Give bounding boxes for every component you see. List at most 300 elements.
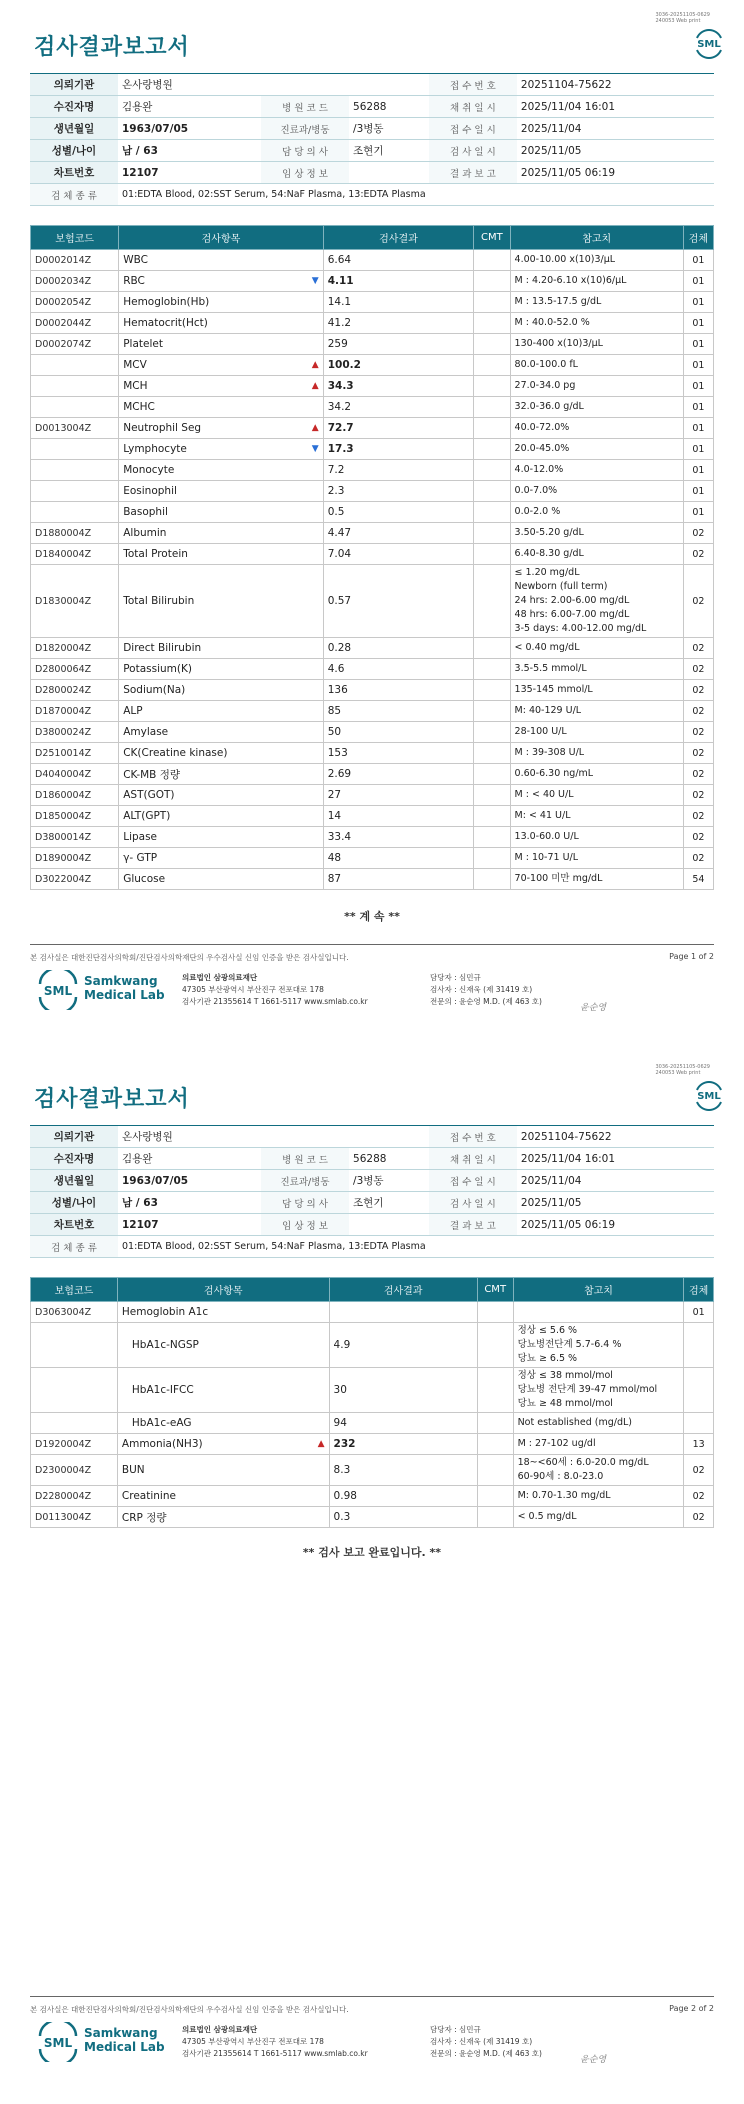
reference-range: 0.0-7.0% xyxy=(510,481,683,502)
test-item xyxy=(119,544,323,565)
result-row xyxy=(31,806,714,827)
label-sex-age: 성별/나이 xyxy=(30,1192,118,1214)
value-birthdate: 1963/07/05 xyxy=(118,1170,261,1192)
arrow-up-icon: ▲ xyxy=(317,1439,325,1449)
comment-cell xyxy=(474,743,510,764)
test-item-label: Glucose xyxy=(123,873,166,885)
result-value: 7.2 xyxy=(323,460,474,481)
result-row xyxy=(31,1486,714,1507)
specimen-code: 02 xyxy=(684,1455,714,1486)
specimen-code: 01 xyxy=(683,334,713,355)
comment-cell xyxy=(474,806,510,827)
col-specimen: 검체 xyxy=(683,226,713,250)
page-number: Page 2 of 2 xyxy=(669,2004,714,2013)
label-patient-name: 수진자명 xyxy=(30,96,118,118)
footer-logo xyxy=(36,970,166,1010)
test-item-label: Creatinine xyxy=(121,1490,176,1502)
test-item-label: Monocyte xyxy=(123,464,175,476)
reference-range: M: 0.70-1.30 mg/dL xyxy=(513,1486,684,1507)
value-receipt-date: 2025/11/04 xyxy=(517,118,714,140)
result-value: 0.5 xyxy=(323,502,474,523)
test-item-label: ALT(GPT) xyxy=(123,810,171,822)
test-item xyxy=(119,292,323,313)
result-row xyxy=(31,785,714,806)
result-row xyxy=(31,418,714,439)
insurance-code: D0002034Z xyxy=(31,271,119,292)
comment-cell xyxy=(474,376,510,397)
report-page-2 xyxy=(0,1052,744,2104)
comment-cell xyxy=(474,785,510,806)
test-item xyxy=(119,271,323,292)
specimen-code: 01 xyxy=(683,292,713,313)
comment-cell xyxy=(474,250,510,271)
specimen-code: 01 xyxy=(683,313,713,334)
reference-range: 70-100 미만 mg/dL xyxy=(510,869,683,890)
reference-range: 80.0-100.0 fL xyxy=(510,355,683,376)
label-receipt-date: 접 수 일 시 xyxy=(429,1170,517,1192)
insurance-code: D1840004Z xyxy=(31,544,119,565)
result-row xyxy=(31,848,714,869)
comment-cell xyxy=(474,397,510,418)
test-item xyxy=(119,418,323,439)
insurance-code xyxy=(31,376,119,397)
test-item-label: Ammonia(NH3) xyxy=(121,1438,203,1450)
specimen-code: 01 xyxy=(683,502,713,523)
signature-image: 윤순영 xyxy=(580,2055,607,2065)
insurance-code: D2800064Z xyxy=(31,659,119,680)
specimen-code: 01 xyxy=(684,1302,714,1323)
result-value: 14 xyxy=(323,806,474,827)
value-department: /3병동 xyxy=(349,1170,429,1192)
test-item-label: Lipase xyxy=(123,831,158,843)
svg-text:SML: SML xyxy=(43,984,73,998)
test-item xyxy=(117,1455,329,1486)
label-patient-name: 수진자명 xyxy=(30,1148,118,1170)
insurance-code: D3063004Z xyxy=(31,1302,118,1323)
value-institution: 온사랑병원 xyxy=(118,74,429,96)
specimen-code: 01 xyxy=(683,355,713,376)
value-hospital-code: 56288 xyxy=(349,1148,429,1170)
result-value: 41.2 xyxy=(323,313,474,334)
test-item-label: Platelet xyxy=(123,338,163,350)
result-row xyxy=(31,722,714,743)
result-value: 153 xyxy=(323,743,474,764)
reference-range: 0.60-6.30 ng/mL xyxy=(510,764,683,785)
footer-note: 본 검사실은 대한진단검사의학회/진단검사의학재단의 우수검사실 신임 인증을 받은 검사실입니다. xyxy=(30,2005,349,2014)
test-item xyxy=(117,1434,329,1455)
value-sex-age: 남 / 63 xyxy=(118,1192,261,1214)
test-item-label: CRP 정량 xyxy=(121,1511,167,1524)
reference-range: ≤ 1.20 mg/dL Newborn (full term) 24 hrs: 2.00-6.00 mg/dL 48 hrs: 6.00-7.00 mg/dL 3-5 days: 4.00-12.00 mg/dL xyxy=(510,565,683,638)
specimen-code: 02 xyxy=(683,722,713,743)
reference-range: 3.5-5.5 mmol/L xyxy=(510,659,683,680)
label-birthdate: 생년월일 xyxy=(30,1170,118,1192)
reference-range: 28-100 U/L xyxy=(510,722,683,743)
patient-info-table xyxy=(30,1125,714,1258)
test-item-label: Sodium(Na) xyxy=(123,684,186,696)
svg-text:SML: SML xyxy=(697,1091,721,1102)
result-row xyxy=(31,1455,714,1486)
specimen-code: 02 xyxy=(683,680,713,701)
specimen-code xyxy=(684,1413,714,1434)
col-result: 검사결과 xyxy=(323,226,474,250)
test-item xyxy=(119,376,323,397)
label-report-time: 결 과 보 고 xyxy=(429,1214,517,1236)
result-value: 34.2 xyxy=(323,397,474,418)
specimen-code: 01 xyxy=(683,397,713,418)
reference-range: Not established (mg/dL) xyxy=(513,1413,684,1434)
value-clinical-info xyxy=(349,162,429,184)
signature-image: 윤순영 xyxy=(580,1003,607,1013)
sml-logo-icon xyxy=(36,2022,80,2062)
test-item xyxy=(119,460,323,481)
test-item xyxy=(119,481,323,502)
reference-range: M : 39-308 U/L xyxy=(510,743,683,764)
insurance-code: D1890004Z xyxy=(31,848,119,869)
sml-logo-icon xyxy=(692,1078,726,1112)
result-value: 4.47 xyxy=(323,523,474,544)
specimen-code: 02 xyxy=(684,1486,714,1507)
insurance-code: D2300004Z xyxy=(31,1455,118,1486)
reference-range: 135-145 mmol/L xyxy=(510,680,683,701)
org-info: 의료법인 삼광의료재단 47305 부산광역시 부산진구 전포대로 178 검사기관 21355614 T 1661-5117 www.smlab.co.kr xyxy=(182,2025,368,2058)
label-test-date: 검 사 일 시 xyxy=(429,140,517,162)
result-row xyxy=(31,376,714,397)
arrow-up-icon: ▲ xyxy=(311,360,319,370)
label-report-time: 결 과 보 고 xyxy=(429,162,517,184)
insurance-code xyxy=(31,1413,118,1434)
specimen-code xyxy=(684,1323,714,1368)
comment-cell xyxy=(474,418,510,439)
reference-range: M: < 41 U/L xyxy=(510,806,683,827)
result-value: 94 xyxy=(329,1413,477,1434)
test-item xyxy=(119,502,323,523)
result-value: 50 xyxy=(323,722,474,743)
test-item xyxy=(119,764,323,785)
sml-logo-icon xyxy=(36,970,80,1010)
test-item xyxy=(117,1486,329,1507)
result-value: 4.9 xyxy=(329,1323,477,1368)
reference-range: 20.0-45.0% xyxy=(510,439,683,460)
result-value: 4.11 xyxy=(323,271,474,292)
result-value: 0.28 xyxy=(323,638,474,659)
value-clinical-info xyxy=(349,1214,429,1236)
label-clinical-info: 임 상 정 보 xyxy=(261,162,349,184)
test-item-label: MCH xyxy=(123,380,148,392)
result-row xyxy=(31,1302,714,1323)
arrow-down-icon: ▼ xyxy=(311,444,319,454)
reference-range: M : 40.0-52.0 % xyxy=(510,313,683,334)
comment-cell xyxy=(474,502,510,523)
reference-range: 130-400 x(10)3/μL xyxy=(510,334,683,355)
comment-cell xyxy=(477,1486,513,1507)
result-row xyxy=(31,638,714,659)
results-table xyxy=(30,1277,714,1528)
reference-range: 27.0-34.0 pg xyxy=(510,376,683,397)
test-item xyxy=(119,523,323,544)
label-specimen: 검 체 종 류 xyxy=(30,184,118,206)
result-value: 33.4 xyxy=(323,827,474,848)
insurance-code: D1880004Z xyxy=(31,523,119,544)
comment-cell xyxy=(474,292,510,313)
insurance-code: D0013004Z xyxy=(31,418,119,439)
reference-range: M : 13.5-17.5 g/dL xyxy=(510,292,683,313)
insurance-code xyxy=(31,355,119,376)
comment-cell xyxy=(474,313,510,334)
reference-range: 4.00-10.00 x(10)3/μL xyxy=(510,250,683,271)
staff-info: 담당자 : 심민규 검사자 : 신재욱 (제 31419 호) 전문의 : 윤순영 M.D. (제 463 호) xyxy=(430,2025,542,2058)
comment-cell xyxy=(474,848,510,869)
test-item-label: RBC xyxy=(123,275,145,287)
test-item-label: WBC xyxy=(123,254,148,266)
result-row xyxy=(31,701,714,722)
result-row xyxy=(31,502,714,523)
result-row xyxy=(31,1507,714,1528)
value-chart-no: 12107 xyxy=(118,1214,261,1236)
test-item xyxy=(119,785,323,806)
insurance-code: D1850004Z xyxy=(31,806,119,827)
insurance-code xyxy=(31,1323,118,1368)
insurance-code: D0113004Z xyxy=(31,1507,118,1528)
reference-range: M : 10-71 U/L xyxy=(510,848,683,869)
arrow-down-icon: ▼ xyxy=(311,276,319,286)
reference-range: M : 4.20-6.10 x(10)6/μL xyxy=(510,271,683,292)
test-item xyxy=(119,701,323,722)
patient-info-table xyxy=(30,73,714,206)
reference-range: < 0.40 mg/dL xyxy=(510,638,683,659)
col-cmt: CMT xyxy=(474,226,510,250)
comment-cell xyxy=(474,271,510,292)
test-item xyxy=(117,1323,329,1368)
reference-range: 정상 ≤ 38 mmol/mol 당뇨병 전단계 39-47 mmol/mol 당뇨 ≥ 48 mmol/mol xyxy=(513,1368,684,1413)
result-row xyxy=(31,355,714,376)
col-specimen: 검체 xyxy=(684,1278,714,1302)
reference-range: 6.40-8.30 g/dL xyxy=(510,544,683,565)
comment-cell xyxy=(474,827,510,848)
result-row xyxy=(31,869,714,890)
insurance-code: D0002014Z xyxy=(31,250,119,271)
result-value: 48 xyxy=(323,848,474,869)
reference-range: 정상 ≤ 5.6 % 당뇨병전단계 5.7-6.4 % 당뇨 ≥ 6.5 % xyxy=(513,1323,684,1368)
result-value: 0.57 xyxy=(323,565,474,638)
insurance-code xyxy=(31,1368,118,1413)
insurance-code: D4040004Z xyxy=(31,764,119,785)
footer-divider xyxy=(30,944,714,945)
specimen-code: 02 xyxy=(683,523,713,544)
comment-cell xyxy=(474,544,510,565)
label-hospital-code: 병 원 코 드 xyxy=(261,1148,349,1170)
test-item-label: Neutrophil Seg xyxy=(123,422,202,434)
insurance-code: D2800024Z xyxy=(31,680,119,701)
page-title: 검사결과보고서 xyxy=(34,1087,190,1112)
test-item-label: Hemoglobin(Hb) xyxy=(123,296,210,308)
result-value: 4.6 xyxy=(323,659,474,680)
test-item-label: BUN xyxy=(121,1464,145,1476)
result-row xyxy=(31,764,714,785)
test-item-label: Total Protein xyxy=(123,548,188,560)
value-collection-time: 2025/11/04 16:01 xyxy=(517,1148,714,1170)
brand-line-1: Samkwang xyxy=(84,974,158,988)
result-row xyxy=(31,743,714,764)
value-birthdate: 1963/07/05 xyxy=(118,118,261,140)
result-row xyxy=(31,250,714,271)
test-item xyxy=(119,848,323,869)
value-test-date: 2025/11/05 xyxy=(517,140,714,162)
test-item xyxy=(117,1413,329,1434)
test-item-label: γ- GTP xyxy=(123,852,158,864)
label-collection-time: 채 취 일 시 xyxy=(429,1148,517,1170)
col-code: 보험코드 xyxy=(31,1278,118,1302)
insurance-code: D1830004Z xyxy=(31,565,119,638)
test-item-label: AST(GOT) xyxy=(123,789,175,801)
comment-cell xyxy=(474,638,510,659)
label-receipt-no: 접 수 번 호 xyxy=(429,74,517,96)
brand-line-2: Medical Lab xyxy=(84,2040,165,2054)
comment-cell xyxy=(474,481,510,502)
comment-cell xyxy=(474,764,510,785)
result-value: 2.69 xyxy=(323,764,474,785)
test-item-label: HbA1c-IFCC xyxy=(131,1384,194,1396)
insurance-code: D2280004Z xyxy=(31,1486,118,1507)
comment-cell xyxy=(477,1413,513,1434)
comment-cell xyxy=(474,523,510,544)
insurance-code xyxy=(31,460,119,481)
value-receipt-no: 20251104-75622 xyxy=(517,1126,714,1148)
comment-cell xyxy=(477,1323,513,1368)
value-institution: 온사랑병원 xyxy=(118,1126,429,1148)
test-item-label: CK-MB 정량 xyxy=(123,768,181,781)
page-title: 검사결과보고서 xyxy=(34,35,190,60)
result-row xyxy=(31,565,714,638)
test-item xyxy=(119,638,323,659)
specimen-code: 02 xyxy=(683,848,713,869)
test-item xyxy=(119,806,323,827)
result-row xyxy=(31,1413,714,1434)
result-value: 17.3 xyxy=(323,439,474,460)
insurance-code: D3800014Z xyxy=(31,827,119,848)
col-item: 검사항목 xyxy=(117,1278,329,1302)
result-value: 8.3 xyxy=(329,1455,477,1486)
footer-note: 본 검사실은 대한진단검사의학회/진단검사의학재단의 우수검사실 신임 인증을 받은 검사실입니다. xyxy=(30,953,349,962)
comment-cell xyxy=(477,1434,513,1455)
result-row xyxy=(31,397,714,418)
test-item-label: Hematocrit(Hct) xyxy=(123,317,208,329)
specimen-code: 54 xyxy=(683,869,713,890)
result-row xyxy=(31,271,714,292)
col-item: 검사항목 xyxy=(119,226,323,250)
result-value: 27 xyxy=(323,785,474,806)
specimen-code: 01 xyxy=(683,439,713,460)
test-item xyxy=(119,827,323,848)
value-report-time: 2025/11/05 06:19 xyxy=(517,162,714,184)
col-code: 보험코드 xyxy=(31,226,119,250)
specimen-code: 01 xyxy=(683,418,713,439)
test-item-label: HbA1c-NGSP xyxy=(131,1339,199,1351)
specimen-code: 02 xyxy=(683,827,713,848)
result-value xyxy=(329,1302,477,1323)
insurance-code: D3022004Z xyxy=(31,869,119,890)
comment-cell xyxy=(474,460,510,481)
insurance-code: D0002044Z xyxy=(31,313,119,334)
result-value: 0.3 xyxy=(329,1507,477,1528)
specimen-code: 13 xyxy=(684,1434,714,1455)
test-item-label: MCHC xyxy=(123,401,155,413)
value-patient-name: 김용완 xyxy=(118,1148,261,1170)
value-receipt-no: 20251104-75622 xyxy=(517,74,714,96)
value-doctor: 조현기 xyxy=(349,1192,429,1214)
result-value: 72.7 xyxy=(323,418,474,439)
result-row xyxy=(31,523,714,544)
reference-range: 13.0-60.0 U/L xyxy=(510,827,683,848)
specimen-code: 02 xyxy=(683,565,713,638)
insurance-code: D1860004Z xyxy=(31,785,119,806)
label-doctor: 담 당 의 사 xyxy=(261,1192,349,1214)
comment-cell xyxy=(474,869,510,890)
comment-cell xyxy=(474,334,510,355)
label-chart-no: 차트번호 xyxy=(30,162,118,184)
comment-cell xyxy=(474,659,510,680)
label-department: 진료과/병동 xyxy=(261,118,349,140)
insurance-code: D0002054Z xyxy=(31,292,119,313)
value-specimen: 01:EDTA Blood, 02:SST Serum, 54:NaF Plasma, 13:EDTA Plasma xyxy=(118,1236,714,1258)
comment-cell xyxy=(474,680,510,701)
col-reference: 참고치 xyxy=(513,1278,684,1302)
reference-range: < 0.5 mg/dL xyxy=(513,1507,684,1528)
test-item xyxy=(119,565,323,638)
insurance-code xyxy=(31,397,119,418)
insurance-code: D1870004Z xyxy=(31,701,119,722)
value-test-date: 2025/11/05 xyxy=(517,1192,714,1214)
comment-cell xyxy=(474,355,510,376)
label-department: 진료과/병동 xyxy=(261,1170,349,1192)
result-row xyxy=(31,544,714,565)
test-item-label: HbA1c-eAG xyxy=(131,1417,192,1429)
col-result: 검사결과 xyxy=(329,1278,477,1302)
test-item xyxy=(119,313,323,334)
comment-cell xyxy=(474,722,510,743)
comment-cell xyxy=(474,565,510,638)
comment-cell xyxy=(477,1507,513,1528)
test-item xyxy=(119,250,323,271)
arrow-up-icon: ▲ xyxy=(311,423,319,433)
result-row xyxy=(31,1323,714,1368)
result-row xyxy=(31,292,714,313)
reference-range xyxy=(513,1302,684,1323)
specimen-code: 02 xyxy=(683,785,713,806)
test-item xyxy=(117,1507,329,1528)
reference-range: 0.0-2.0 % xyxy=(510,502,683,523)
result-value: 30 xyxy=(329,1368,477,1413)
label-chart-no: 차트번호 xyxy=(30,1214,118,1236)
specimen-code: 01 xyxy=(683,460,713,481)
test-item-label: MCV xyxy=(123,359,147,371)
specimen-code: 02 xyxy=(683,701,713,722)
value-doctor: 조현기 xyxy=(349,140,429,162)
reference-range: 4.0-12.0% xyxy=(510,460,683,481)
results-table xyxy=(30,225,714,890)
doc-stamp: 3036-20251105-0629 240053 Web print xyxy=(655,1064,710,1076)
result-value: 34.3 xyxy=(323,376,474,397)
test-item-label: Albumin xyxy=(123,527,167,539)
test-item xyxy=(119,334,323,355)
brand-line-2: Medical Lab xyxy=(84,988,165,1002)
value-specimen: 01:EDTA Blood, 02:SST Serum, 54:NaF Plasma, 13:EDTA Plasma xyxy=(118,184,714,206)
test-item-label: Eosinophil xyxy=(123,485,177,497)
specimen-code: 02 xyxy=(683,638,713,659)
comment-cell xyxy=(477,1368,513,1413)
reference-range: M: 40-129 U/L xyxy=(510,701,683,722)
reference-range: 3.50-5.20 g/dL xyxy=(510,523,683,544)
